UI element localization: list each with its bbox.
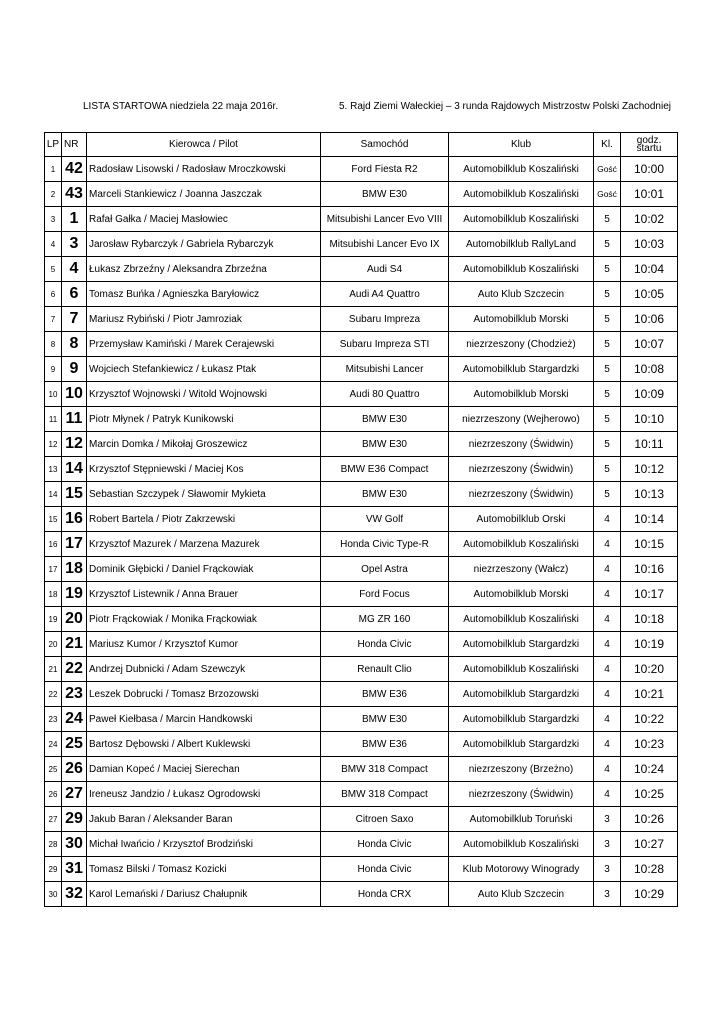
row-car: BMW E30: [321, 707, 449, 732]
row-club: Auto Klub Szczecin: [449, 282, 594, 307]
row-number: 25: [62, 732, 87, 757]
table-row: [45, 532, 678, 557]
column-header-class: Kl.: [594, 133, 621, 157]
table-row: [45, 882, 678, 907]
row-crew: Leszek Dobrucki / Tomasz Brzozowski: [87, 682, 321, 707]
row-car: Honda Civic: [321, 857, 449, 882]
row-car: Opel Astra: [321, 557, 449, 582]
row-number: 17: [62, 532, 87, 557]
row-car: BMW E30: [321, 182, 449, 207]
row-car: BMW E30: [321, 432, 449, 457]
row-car: BMW 318 Compact: [321, 782, 449, 807]
row-club: Automobilklub Koszaliński: [449, 532, 594, 557]
table-row: [45, 482, 678, 507]
row-start-time: 10:08: [621, 357, 678, 382]
row-club: niezrzeszony (Wałcz): [449, 557, 594, 582]
row-lp: 3: [45, 207, 62, 232]
row-lp: 27: [45, 807, 62, 832]
row-club: Automobilklub Morski: [449, 382, 594, 407]
row-class: 4: [594, 507, 621, 532]
row-start-time: 10:28: [621, 857, 678, 882]
row-lp: 5: [45, 257, 62, 282]
row-car: Honda Civic: [321, 832, 449, 857]
table-row: [45, 507, 678, 532]
row-crew: Damian Kopeć / Maciej Sierechan: [87, 757, 321, 782]
row-club: Automobilklub Morski: [449, 582, 594, 607]
row-lp: 20: [45, 632, 62, 657]
row-club: niezrzeszony (Wejherowo): [449, 407, 594, 432]
row-club: niezrzeszony (Brzeżno): [449, 757, 594, 782]
start-time-label-line2: startu: [636, 142, 662, 154]
table-row: [45, 832, 678, 857]
row-crew: Rafał Gałka / Maciej Masłowiec: [87, 207, 321, 232]
row-class: 4: [594, 607, 621, 632]
row-crew: Mariusz Kumor / Krzysztof Kumor: [87, 632, 321, 657]
row-car: Renault Clio: [321, 657, 449, 682]
row-car: BMW E30: [321, 407, 449, 432]
row-number: 16: [62, 507, 87, 532]
row-start-time: 10:05: [621, 282, 678, 307]
row-number: 12: [62, 432, 87, 457]
row-class: 5: [594, 307, 621, 332]
row-crew: Piotr Frąckowiak / Monika Frąckowiak: [87, 607, 321, 632]
row-car: Honda Civic: [321, 632, 449, 657]
row-club: Automobilklub Koszaliński: [449, 257, 594, 282]
table-row: [45, 232, 678, 257]
row-number: 6: [62, 282, 87, 307]
row-class: 4: [594, 532, 621, 557]
row-number: 22: [62, 657, 87, 682]
row-number: 27: [62, 782, 87, 807]
row-number: 23: [62, 682, 87, 707]
row-car: Honda Civic Type-R: [321, 532, 449, 557]
row-crew: Marcin Domka / Mikołaj Groszewicz: [87, 432, 321, 457]
row-number: 32: [62, 882, 87, 907]
row-crew: Robert Bartela / Piotr Zakrzewski: [87, 507, 321, 532]
row-club: Automobilklub Stargardzki: [449, 632, 594, 657]
row-club: Automobilklub Orski: [449, 507, 594, 532]
row-number: 24: [62, 707, 87, 732]
column-header-crew: Kierowca / Pilot: [87, 133, 321, 157]
row-class: 3: [594, 882, 621, 907]
row-club: Automobilklub Koszaliński: [449, 657, 594, 682]
table-row: [45, 857, 678, 882]
row-lp: 30: [45, 882, 62, 907]
row-crew: Jakub Baran / Aleksander Baran: [87, 807, 321, 832]
column-header-nr: NR: [62, 133, 87, 157]
row-lp: 26: [45, 782, 62, 807]
row-lp: 18: [45, 582, 62, 607]
table-row: [45, 382, 678, 407]
row-number: 29: [62, 807, 87, 832]
row-start-time: 10:03: [621, 232, 678, 257]
row-class: 5: [594, 232, 621, 257]
row-car: Mitsubishi Lancer: [321, 357, 449, 382]
row-lp: 23: [45, 707, 62, 732]
row-car: Ford Focus: [321, 582, 449, 607]
table-row: [45, 657, 678, 682]
row-car: VW Golf: [321, 507, 449, 532]
row-club: Automobilklub Stargardzki: [449, 357, 594, 382]
row-club: Automobilklub Stargardzki: [449, 707, 594, 732]
row-number: 26: [62, 757, 87, 782]
row-crew: Dominik Głębicki / Daniel Frąckowiak: [87, 557, 321, 582]
row-car: BMW E36 Compact: [321, 457, 449, 482]
row-crew: Karol Lemański / Dariusz Chałupnik: [87, 882, 321, 907]
table-row: [45, 782, 678, 807]
row-number: 30: [62, 832, 87, 857]
row-car: Honda CRX: [321, 882, 449, 907]
row-crew: Paweł Kiełbasa / Marcin Handkowski: [87, 707, 321, 732]
table-row: [45, 707, 678, 732]
row-start-time: 10:20: [621, 657, 678, 682]
row-crew: Piotr Młynek / Patryk Kunikowski: [87, 407, 321, 432]
row-number: 15: [62, 482, 87, 507]
list-title: LISTA STARTOWA niedziela 22 maja 2016r.: [83, 101, 279, 112]
row-lp: 12: [45, 432, 62, 457]
row-club: Automobilklub Koszaliński: [449, 832, 594, 857]
row-lp: 21: [45, 657, 62, 682]
row-lp: 22: [45, 682, 62, 707]
row-start-time: 10:07: [621, 332, 678, 357]
row-crew: Michał Iwańcio / Krzysztof Brodziński: [87, 832, 321, 857]
row-class: 5: [594, 382, 621, 407]
row-start-time: 10:25: [621, 782, 678, 807]
row-number: 1: [62, 207, 87, 232]
row-start-time: 10:04: [621, 257, 678, 282]
row-class: 3: [594, 807, 621, 832]
row-lp: 2: [45, 182, 62, 207]
table-row: [45, 682, 678, 707]
row-lp: 29: [45, 857, 62, 882]
row-start-time: 10:27: [621, 832, 678, 857]
row-car: BMW 318 Compact: [321, 757, 449, 782]
row-class: 4: [594, 632, 621, 657]
row-crew: Bartosz Dębowski / Albert Kuklewski: [87, 732, 321, 757]
row-lp: 25: [45, 757, 62, 782]
row-club: Automobilklub Koszaliński: [449, 607, 594, 632]
table-header-row: [45, 133, 678, 157]
row-crew: Ireneusz Jandzio / Łukasz Ogrodowski: [87, 782, 321, 807]
row-crew: Sebastian Szczypek / Sławomir Mykieta: [87, 482, 321, 507]
row-club: Automobilklub Stargardzki: [449, 682, 594, 707]
row-crew: Wojciech Stefankiewicz / Łukasz Ptak: [87, 357, 321, 382]
row-class: 5: [594, 457, 621, 482]
row-club: Automobilklub Stargardzki: [449, 732, 594, 757]
row-number: 11: [62, 407, 87, 432]
row-number: 7: [62, 307, 87, 332]
row-number: 14: [62, 457, 87, 482]
row-lp: 28: [45, 832, 62, 857]
row-start-time: 10:11: [621, 432, 678, 457]
table-row: [45, 582, 678, 607]
row-crew: Jarosław Rybarczyk / Gabriela Rybarczyk: [87, 232, 321, 257]
table-row: [45, 182, 678, 207]
row-lp: 13: [45, 457, 62, 482]
table-row: [45, 457, 678, 482]
row-club: Automobilklub RallyLand: [449, 232, 594, 257]
row-lp: 11: [45, 407, 62, 432]
row-lp: 8: [45, 332, 62, 357]
row-club: Automobilklub Koszaliński: [449, 182, 594, 207]
row-number: 21: [62, 632, 87, 657]
row-club: niezrzeszony (Świdwin): [449, 482, 594, 507]
row-car: Mitsubishi Lancer Evo IX: [321, 232, 449, 257]
row-start-time: 10:00: [621, 157, 678, 182]
row-crew: Krzysztof Stępniewski / Maciej Kos: [87, 457, 321, 482]
row-club: Klub Motorowy Winogrady: [449, 857, 594, 882]
row-class: 3: [594, 832, 621, 857]
row-number: 19: [62, 582, 87, 607]
row-lp: 6: [45, 282, 62, 307]
row-lp: 1: [45, 157, 62, 182]
row-lp: 10: [45, 382, 62, 407]
row-crew: Krzysztof Listewnik / Anna Brauer: [87, 582, 321, 607]
row-club: Auto Klub Szczecin: [449, 882, 594, 907]
row-start-time: 10:06: [621, 307, 678, 332]
row-class: 4: [594, 557, 621, 582]
start-list-table: [44, 132, 678, 907]
row-start-time: 10:01: [621, 182, 678, 207]
row-club: niezrzeszony (Świdwin): [449, 782, 594, 807]
row-number: 8: [62, 332, 87, 357]
row-start-time: 10:18: [621, 607, 678, 632]
table-row: [45, 332, 678, 357]
row-start-time: 10:14: [621, 507, 678, 532]
row-class: 5: [594, 257, 621, 282]
table-row: [45, 557, 678, 582]
table-row: [45, 632, 678, 657]
row-class: 5: [594, 432, 621, 457]
row-club: Automobilklub Koszaliński: [449, 157, 594, 182]
row-car: MG ZR 160: [321, 607, 449, 632]
row-class: Gość: [594, 157, 621, 182]
row-club: Automobilklub Toruński: [449, 807, 594, 832]
start-list-body: [45, 157, 678, 907]
row-crew: Marceli Stankiewicz / Joanna Jaszczak: [87, 182, 321, 207]
row-number: 20: [62, 607, 87, 632]
row-class: 5: [594, 357, 621, 382]
row-class: 4: [594, 657, 621, 682]
table-row: [45, 207, 678, 232]
table-row: [45, 732, 678, 757]
row-lp: 14: [45, 482, 62, 507]
row-start-time: 10:23: [621, 732, 678, 757]
row-lp: 24: [45, 732, 62, 757]
row-club: Automobilklub Koszaliński: [449, 207, 594, 232]
row-class: 4: [594, 707, 621, 732]
row-lp: 15: [45, 507, 62, 532]
row-class: 4: [594, 582, 621, 607]
row-class: 4: [594, 757, 621, 782]
row-number: 10: [62, 382, 87, 407]
row-start-time: 10:02: [621, 207, 678, 232]
row-start-time: 10:29: [621, 882, 678, 907]
table-row: [45, 157, 678, 182]
row-car: Audi S4: [321, 257, 449, 282]
row-crew: Radosław Lisowski / Radosław Mroczkowski: [87, 157, 321, 182]
row-start-time: 10:12: [621, 457, 678, 482]
row-crew: Tomasz Bilski / Tomasz Kozicki: [87, 857, 321, 882]
row-crew: Krzysztof Wojnowski / Witold Wojnowski: [87, 382, 321, 407]
row-number: 4: [62, 257, 87, 282]
row-class: 5: [594, 482, 621, 507]
table-row: [45, 357, 678, 382]
row-crew: Mariusz Rybiński / Piotr Jamroziak: [87, 307, 321, 332]
row-start-time: 10:10: [621, 407, 678, 432]
row-start-time: 10:15: [621, 532, 678, 557]
row-car: Citroen Saxo: [321, 807, 449, 832]
row-start-time: 10:26: [621, 807, 678, 832]
row-start-time: 10:16: [621, 557, 678, 582]
row-lp: 19: [45, 607, 62, 632]
row-car: Audi A4 Quattro: [321, 282, 449, 307]
row-start-time: 10:09: [621, 382, 678, 407]
row-car: BMW E36: [321, 732, 449, 757]
row-start-time: 10:19: [621, 632, 678, 657]
table-row: [45, 307, 678, 332]
table-row: [45, 257, 678, 282]
row-crew: Tomasz Buńka / Agnieszka Baryłowicz: [87, 282, 321, 307]
table-row: [45, 432, 678, 457]
row-start-time: 10:21: [621, 682, 678, 707]
row-class: Gość: [594, 182, 621, 207]
start-time-label-line1: godz.: [636, 134, 662, 146]
row-lp: 7: [45, 307, 62, 332]
row-car: Ford Fiesta R2: [321, 157, 449, 182]
column-header-club: Klub: [449, 133, 594, 157]
row-class: 3: [594, 857, 621, 882]
row-class: 4: [594, 682, 621, 707]
row-class: 5: [594, 282, 621, 307]
row-start-time: 10:24: [621, 757, 678, 782]
row-class: 5: [594, 332, 621, 357]
row-club: niezrzeszony (Chodzież): [449, 332, 594, 357]
row-number: 9: [62, 357, 87, 382]
table-row: [45, 282, 678, 307]
row-crew: Łukasz Zbrzeźny / Aleksandra Zbrzeźna: [87, 257, 321, 282]
column-header-lp: LP: [45, 133, 62, 157]
row-lp: 17: [45, 557, 62, 582]
row-lp: 4: [45, 232, 62, 257]
row-number: 43: [62, 182, 87, 207]
row-start-time: 10:17: [621, 582, 678, 607]
row-car: Audi 80 Quattro: [321, 382, 449, 407]
row-class: 4: [594, 782, 621, 807]
row-car: Mitsubishi Lancer Evo VIII: [321, 207, 449, 232]
row-number: 3: [62, 232, 87, 257]
row-number: 31: [62, 857, 87, 882]
row-club: niezrzeszony (Świdwin): [449, 457, 594, 482]
row-start-time: 10:22: [621, 707, 678, 732]
row-lp: 9: [45, 357, 62, 382]
row-car: BMW E30: [321, 482, 449, 507]
row-crew: Krzysztof Mazurek / Marzena Mazurek: [87, 532, 321, 557]
row-lp: 16: [45, 532, 62, 557]
row-club: Automobilklub Morski: [449, 307, 594, 332]
table-row: [45, 407, 678, 432]
table-row: [45, 607, 678, 632]
row-class: 5: [594, 207, 621, 232]
table-row: [45, 807, 678, 832]
row-crew: Przemysław Kamiński / Marek Cerajewski: [87, 332, 321, 357]
row-class: 5: [594, 407, 621, 432]
row-number: 18: [62, 557, 87, 582]
row-crew: Andrzej Dubnicki / Adam Szewczyk: [87, 657, 321, 682]
row-club: niezrzeszony (Świdwin): [449, 432, 594, 457]
column-header-car: Samochód: [321, 133, 449, 157]
row-car: Subaru Impreza: [321, 307, 449, 332]
table-row: [45, 757, 678, 782]
row-car: BMW E36: [321, 682, 449, 707]
column-header-start-time: [621, 133, 678, 157]
row-start-time: 10:13: [621, 482, 678, 507]
event-title: 5. Rajd Ziemi Wałeckiej – 3 runda Rajdowych Mistrzostw Polski Zachodniej: [339, 101, 671, 112]
row-class: 4: [594, 732, 621, 757]
row-car: Subaru Impreza STI: [321, 332, 449, 357]
row-number: 42: [62, 157, 87, 182]
